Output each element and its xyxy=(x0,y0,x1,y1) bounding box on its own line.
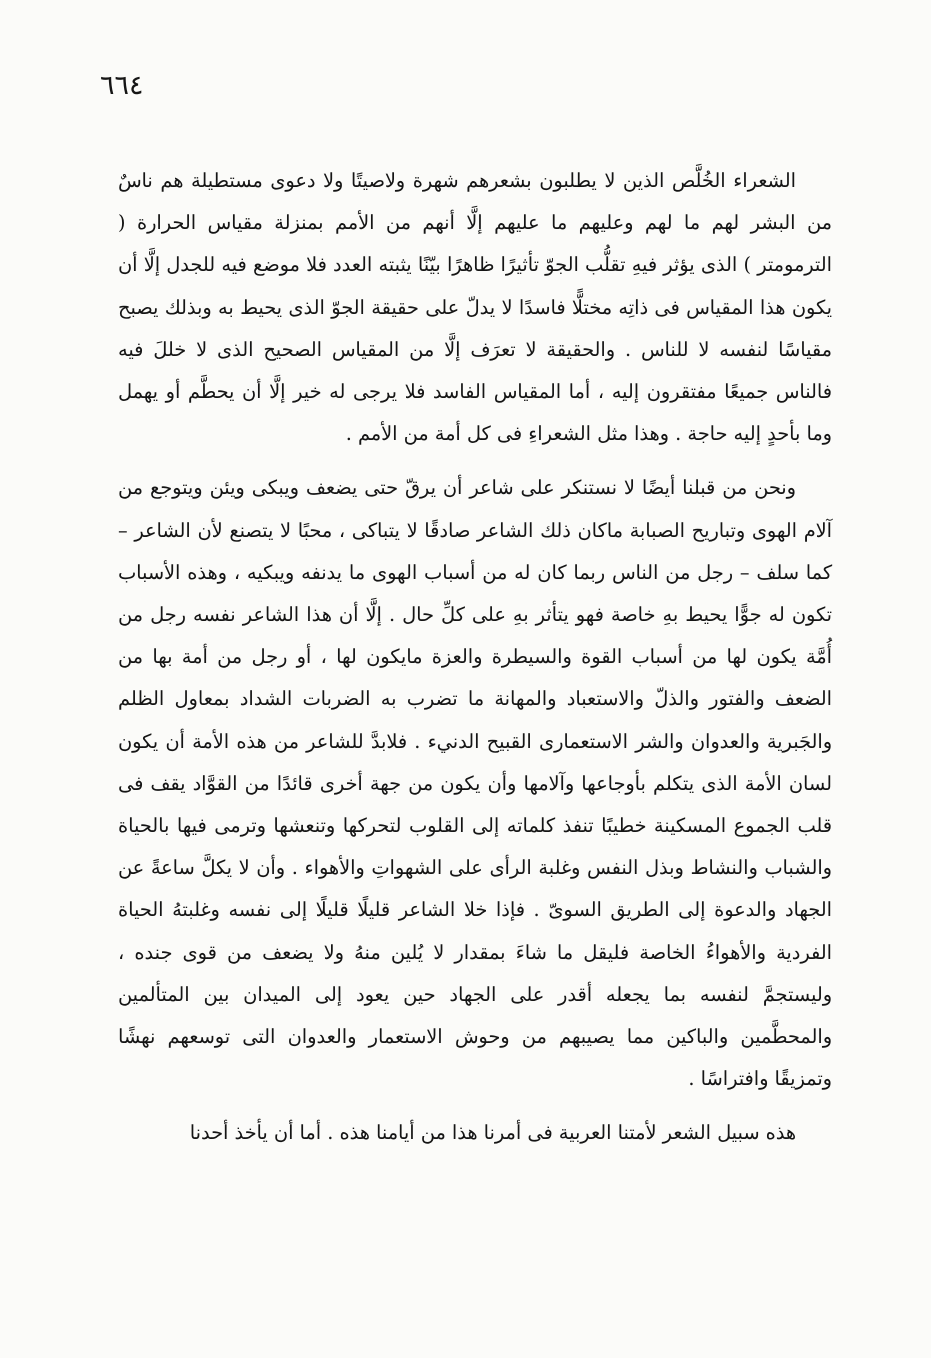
page-number: ٦٦٤ xyxy=(100,70,144,101)
paragraph: الشعراء الخُلَّص الذين لا يطلبون بشعرهم شهرة ولاصيتًا ولا دعوى مستطيلة هم ناسٌ من البشر لهم ما لهم وعليهم ما عليهم إلَّا أنهم من الأمم بمنزلة مقياس الحرارة ( الترمومتر ) الذى يؤثر فيهِ تقلُّب الجوّ تأثيرًا ظاهرًا بيّنًا يثبته العدد فلا موضع فيه للجدل إلَّا أن يكون هذا المقياس فى ذاتِه مختلًّا فاسدًا لا يدلّ على حقيقة الجوّ الذى يحيط به وبذلك يصبح مقياسًا لنفسه لا للناس . والحقيقة لا تعرَف إلَّا من المقياس الصحيح الذى لا خللَ فيه فالناس جميعًا مفتقرون إليه ، أما المقياس الفاسد فلا يرجى له خير إلَّا أن يحطَّم أو يهمل وما بأحدٍ إليه حاجة . وهذا مثل الشعراءِ فى كل أمة من الأمم . xyxy=(118,169,832,446)
paragraph: هذه سبيل الشعر لأمتنا العربية فى أمرنا هذا من أيامنا هذه . أما أن يأخذ أحدنا xyxy=(189,1121,796,1145)
body-text xyxy=(118,160,832,1155)
paragraph: ونحن من قبلنا أيضًا لا نستنكر على شاعر أن يرقّ حتى يضعف ويبكى ويئن ويتوجع من آلام الهوى وتباريح الصبابة ماكان ذلك الشاعر صادقًا لا يتباكى ، محبًا لا يتصنع لأن الشاعر – كما سلف – رجل من الناس ربما كان له من أسباب الهوى ما يدنفه ويبكيه ، وهذه الأسباب تكون له جوًّا يحيط بهِ خاصة فهو يتأثر بهِ على كلِّ حال . إلَّا أن هذا الشاعر نفسه رجل من أُمَّة يكون لها من أسباب القوة والسيطرة والعزة مايكون لها ، أو رجل من أمة بها من الضعف والفتور والذلّ والاستعباد والمهانة ما تضرب به الضربات الشداد بمعاول الظلم والجَبرية والعدوان والشر الاستعمارى القبيح الدنيء . فلابدَّ للشاعر من هذه الأمة أن يكون لسان الأمة الذى يتكلم بأوجاعها وآلامها وأن يكون من جهة أخرى قائدًا من القوَّاد يقف فى قلب الجموع المسكينة خطيبًا تنفذ كلماته إلى القلوب لتحركها وتنعشها وترمى فيها بالحياة والشباب والنشاط وبذل النفس وغلبة الرأى على الشهواتِ والأهواء . وأن لا يكلَّ ساعةً عن الجهاد والدعوة إلى الطريق السوىّ . فإذا خلا الشاعر قليلًا قليلًا إلى نفسه وغلبتهُ الحياة الفردية والأهواءُ الخاصة فليقل ما شاءَ بمقدار لا يُلين منهُ ولا يضعف من قوى جنده ، وليستجمَّ لنفسه بما يجعله أقدر على الجهاد حين يعود إلى الميدان بين المتألمين والمحطَّمين والباكين مما يصيبهم من وحوش الاستعمار والعدوان التى توسعهم نهشًا وتمزيقًا وافتراسًا . xyxy=(118,476,832,1091)
